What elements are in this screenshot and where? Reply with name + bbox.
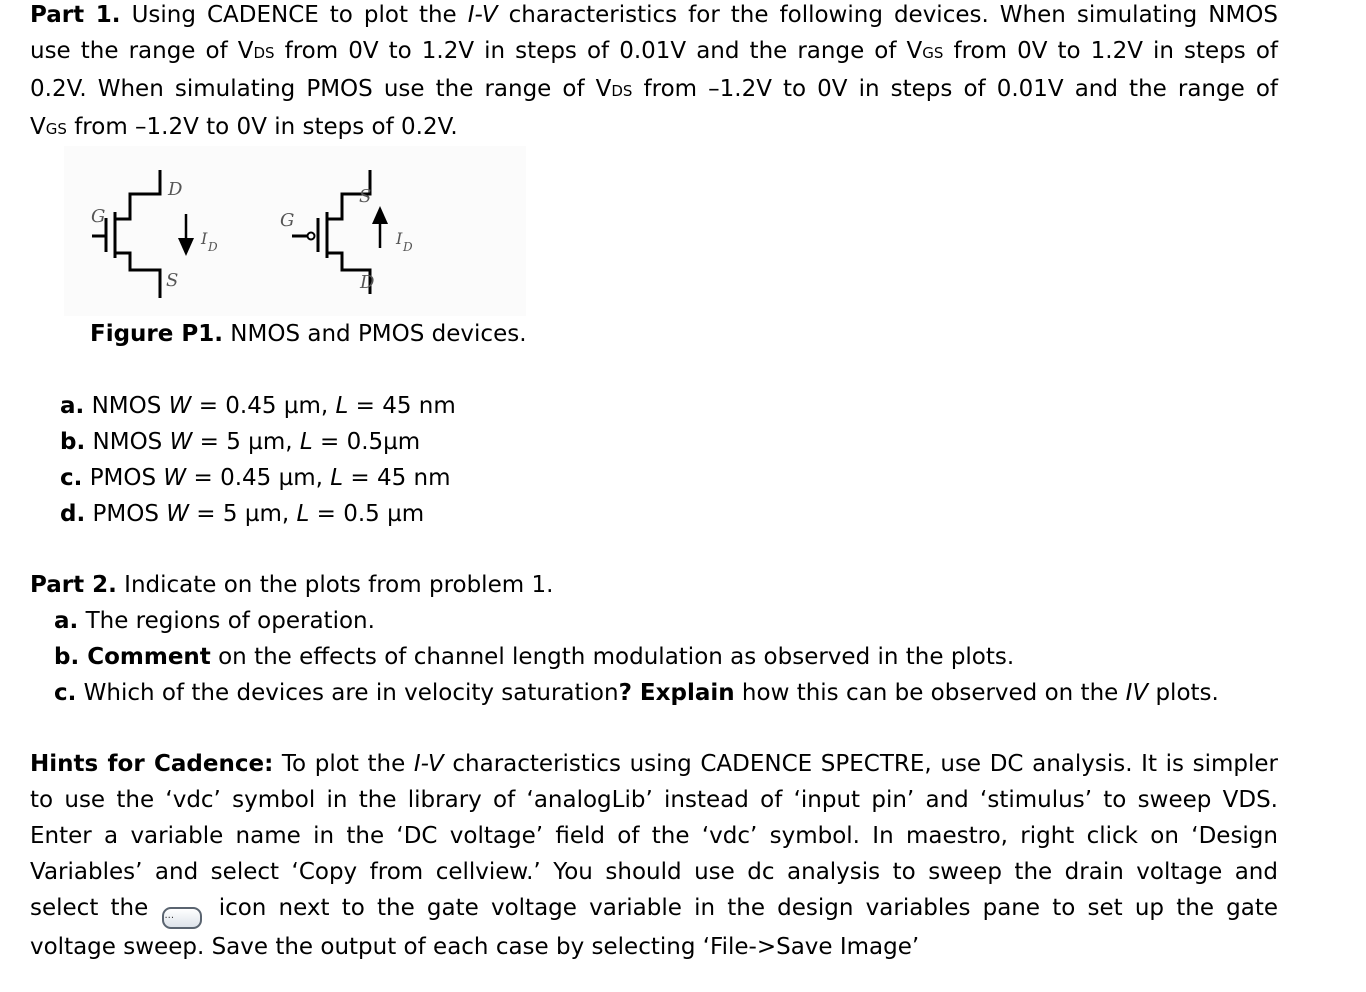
hints-text: select the — [30, 895, 149, 921]
length-symbol: L — [335, 393, 349, 419]
pmos-gate-bubble — [308, 233, 315, 240]
device-type: NMOS — [92, 429, 170, 455]
part1-line-2 — [30, 33, 1278, 71]
vgs-subscript: GS — [922, 44, 944, 62]
width-value: = 0.45 µm, — [186, 465, 331, 491]
item-letter: a. — [54, 608, 79, 634]
nmos-source-path — [115, 253, 160, 298]
pmos-current-label: I — [396, 229, 403, 248]
caption-text: NMOS and PMOS devices. — [222, 321, 527, 347]
hints-text: To plot the — [273, 751, 414, 777]
vds-subscript: DS — [253, 44, 275, 62]
device-type: NMOS — [91, 393, 169, 419]
length-symbol: L — [330, 465, 344, 491]
part1-text: use the range of V — [30, 38, 254, 64]
item-text: The regions of operation. — [78, 608, 375, 634]
item-bold-text: Comment — [79, 644, 211, 670]
list-item — [30, 603, 1219, 639]
figure-caption — [90, 316, 527, 352]
part1-text: from –1.2V to 0V in steps of 0.01V and the range of — [632, 76, 1278, 102]
width-value: = 5 µm, — [192, 429, 300, 455]
part1-line-4 — [30, 109, 1278, 147]
nmos-source-label: S — [166, 270, 179, 291]
list-item — [60, 424, 456, 460]
part1-text: from 0V to 1.2V in steps of — [943, 38, 1279, 64]
length-symbol: L — [299, 429, 313, 455]
item-letter: a. — [60, 393, 85, 419]
device-type: PMOS — [92, 501, 167, 527]
length-symbol: L — [296, 501, 310, 527]
hints-line-1 — [30, 746, 1278, 782]
part2-intro-text: Indicate on the plots from problem 1. — [116, 572, 554, 598]
item-text: plots. — [1148, 680, 1219, 706]
hints-line-6: voltage sweep. Save the output of each case by selecting ‘File->Save Image’ — [30, 934, 920, 960]
item-letter: d. — [60, 501, 86, 527]
item-letter: b. — [54, 644, 80, 670]
nmos-current-label: I — [201, 229, 208, 248]
list-item — [60, 460, 456, 496]
width-value: = 0.45 µm, — [191, 393, 336, 419]
list-item — [30, 675, 1219, 711]
length-value: = 45 nm — [348, 393, 456, 419]
nmos-current-subscript: D — [208, 240, 218, 254]
nmos-gate-label: G — [91, 206, 106, 227]
part2-section — [30, 567, 1219, 711]
vds-subscript: DS — [611, 82, 633, 100]
part1-paragraph — [30, 0, 1278, 147]
hints-label: Hints for Cadence: — [30, 751, 274, 777]
hints-line-2: to use the ‘vdc’ symbol in the library of ‘analogLib’ instead of ‘input pin’ and ‘stimulus’ to sweep VDS. — [30, 787, 1278, 813]
list-item — [60, 496, 456, 532]
hints-text: characteristics using CADENCE SPECTRE, use DC analysis. It is simpler — [443, 751, 1278, 777]
part1-line-1 — [30, 0, 1278, 33]
length-value: = 0.5µm — [312, 429, 421, 455]
width-symbol: W — [168, 393, 192, 419]
item-letter: b. — [60, 429, 86, 455]
pmos-source-label: S — [359, 186, 372, 207]
pmos-arrow-head — [372, 206, 388, 224]
nmos-drain-path — [115, 170, 160, 219]
list-item — [60, 388, 456, 424]
list-item — [30, 639, 1219, 675]
part1-text: from –1.2V to 0V in steps of 0.2V. — [66, 114, 458, 140]
mosfet-schematic — [64, 146, 526, 316]
device-type: PMOS — [89, 465, 164, 491]
part1-text: from 0V to 1.2V in steps of 0.01V and the range of V — [274, 38, 923, 64]
item-text: on the effects of channel length modulation as observed in the plots. — [210, 644, 1015, 670]
part1-label: Part 1. — [30, 2, 121, 28]
width-symbol: W — [169, 429, 193, 455]
part2-label: Part 2. — [30, 572, 117, 598]
caption-label: Figure P1. — [90, 321, 223, 347]
hints-paragraph — [30, 746, 1278, 965]
part1-text: V — [30, 114, 46, 140]
hints-line-5 — [30, 890, 1278, 929]
part2-intro — [30, 567, 1219, 603]
item-text: Which of the devices are in velocity saturation — [76, 680, 619, 706]
iv-term: I-V — [413, 751, 444, 777]
item-bold-text: ? Explain — [618, 680, 735, 706]
hints-text: icon next to the gate voltage variable in the design variables pane to set up the gate — [218, 895, 1279, 921]
hints-line-4: Variables’ and select ‘Copy from cellview.’ You should use dc analysis to sweep the drain voltage and — [30, 859, 1278, 885]
length-value: = 0.5 µm — [309, 501, 425, 527]
width-symbol: W — [163, 465, 187, 491]
hints-line-3: Enter a variable name in the ‘DC voltage’ field of the ‘vdc’ symbol. In maestro, right click on ‘Design — [30, 823, 1278, 849]
part1-text: Using CADENCE to plot the — [131, 2, 468, 28]
pmos-drain-label: D — [360, 272, 375, 293]
iv-term: I-V — [467, 2, 498, 28]
item-letter: c. — [60, 465, 83, 491]
nmos-arrow-head — [178, 238, 194, 256]
length-value: = 45 nm — [343, 465, 451, 491]
part1-text: 0.2V. When simulating PMOS use the range of V — [30, 76, 612, 102]
part1-text: characteristics for the following devices. When simulating NMOS — [497, 2, 1279, 28]
pmos-gate-label: G — [280, 210, 295, 231]
nmos-drain-label: D — [168, 179, 183, 200]
figure-p1 — [64, 146, 526, 316]
iv-term: IV — [1125, 680, 1149, 706]
part1-line-3 — [30, 71, 1278, 109]
pmos-current-subscript: D — [403, 240, 413, 254]
vgs-subscript: GS — [45, 120, 67, 138]
item-letter: c. — [54, 680, 77, 706]
width-value: = 5 µm, — [189, 501, 297, 527]
width-symbol: W — [166, 501, 189, 527]
ellipsis-button-icon: ... — [162, 907, 202, 929]
item-text: how this can be observed on the — [734, 680, 1126, 706]
device-list — [60, 388, 456, 532]
